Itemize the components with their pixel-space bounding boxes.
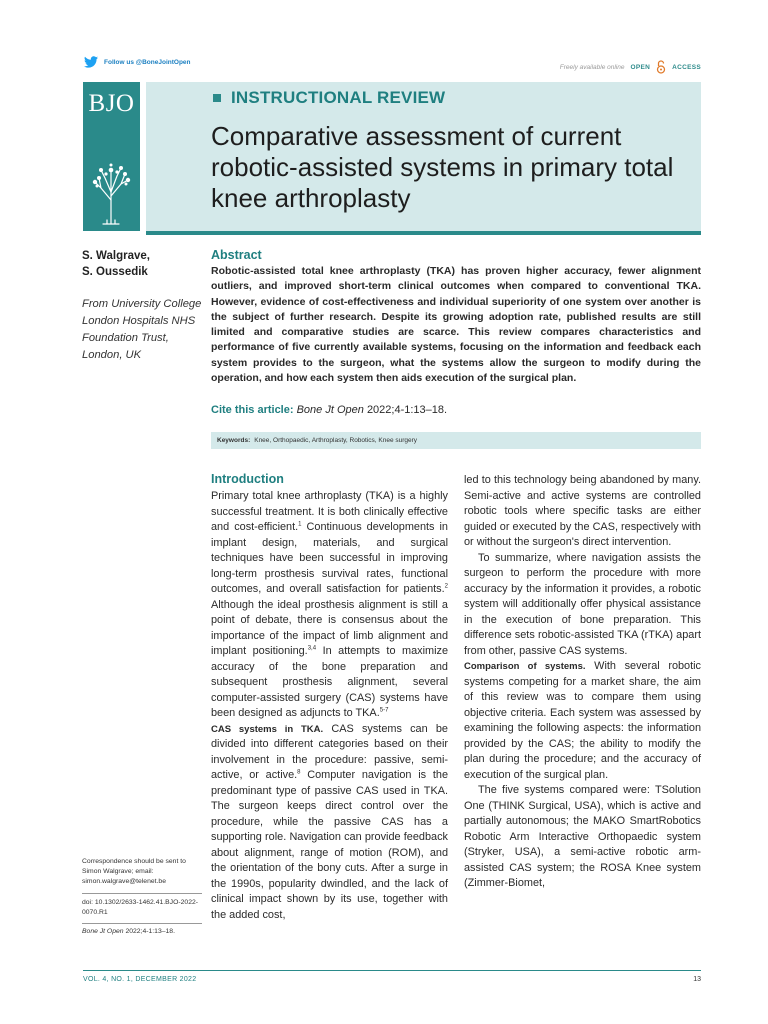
comparison-subheading: Comparison of systems. — [464, 661, 586, 672]
cite-journal: Bone Jt Open — [296, 404, 364, 416]
access-text: ACCESS — [672, 63, 701, 71]
text-run: Primary total knee arthroplasty (TKA) is a highly successful treatment. It is both clinically effective and cost-efficient. — [211, 490, 448, 533]
freely-available-text: Freely available online — [559, 63, 625, 71]
tree-logo-icon — [89, 160, 134, 226]
journal-logo-block — [83, 82, 140, 231]
twitter-follow[interactable] — [84, 56, 191, 68]
author-2: S. Oussedik — [82, 266, 148, 278]
section-square-icon — [213, 94, 221, 102]
twitter-bird-icon — [84, 56, 98, 68]
keywords-bar — [211, 432, 701, 449]
title-rule — [146, 231, 701, 235]
text-run: Although the ideal prosthesis alignment is still a point of debate, there is consensus about the importance of the impact of limb alignment and implant positioning. — [211, 598, 448, 657]
divider — [82, 893, 202, 894]
comparison-paragraph — [464, 659, 701, 783]
doi-text[interactable]: doi: 10.1302/2633-1462.41.BJO-2022-0070.R1 — [82, 899, 199, 916]
text-run: In attempts to maximize accuracy of the bone preparation and subsequent prosthesis alignment, several computer-assisted surgery (CAS) systems have been designed as adjuncts to TKA. — [211, 645, 448, 719]
footer-issue: VOL. 4, NO. 1, DECEMBER 2022 — [83, 976, 197, 983]
keywords-values: Knee, Orthopaedic, Arthroplasty, Robotics, Knee surgery — [254, 437, 418, 444]
col2-paragraph-4: The five systems compared were: TSolution One (THINK Surgical, USA), which is active and partially autonomous; the MAKO SmartRobotics Robotic Arm Interactive Orthopaedic system (Stryker, USA), a semi-active robotic arm-assisted CAS system; the ROSA Knee system (Zimmer-Biomet, — [464, 784, 701, 889]
keywords-label: Keywords: — [217, 437, 251, 444]
intro-paragraph — [211, 489, 448, 722]
author-1: S. Walgrave, — [82, 250, 150, 262]
cas-subheading: CAS systems in TKA. — [211, 723, 324, 735]
citation-ref[interactable]: 8 — [297, 769, 301, 776]
journal-logo: BJO — [88, 90, 135, 117]
section-label-text: INSTRUCTIONAL REVIEW — [231, 88, 446, 107]
footer-rule — [83, 970, 701, 971]
col2-paragraph-2: To summarize, where navigation assists the surgeon to perform the procedure with more accuracy by the information it provides, a robotic system will additionally offer physical assistance in the execution of bone preparation. This difference sets robotic-assisted TKA (rTKA) apart from other, passive CAS systems. — [464, 551, 701, 657]
body-column-2 — [464, 473, 701, 892]
citation-ref[interactable]: 1 — [298, 521, 302, 528]
journal-reference-detail: 2022;4-1:13–18. — [123, 928, 175, 935]
col2-paragraph-1: led to this technology being abandoned by many. Semi-active and active systems are controlled robotic tools where specific tasks are either guided or executed by the CAS, respectively with or without the surgeon's direct intervention. — [464, 474, 701, 548]
page-number: 13 — [693, 976, 701, 983]
text-run: Computer navigation is the predominant type of passive CAS used in TKA. The surgeon keeps direct control over the procedure, while the passive CAS has a supporting role. Navigation can provide feedback about alignment, range of motion (ROM), and the orientation of the bony cuts. After a surge in the 1990s, popularity dwindled, and the lack of clinical impact shown by its use, together with the added cost, — [211, 769, 449, 921]
citation-ref[interactable]: 2 — [444, 583, 448, 590]
intro-heading: Introduction — [211, 472, 284, 486]
open-access-lock-icon — [656, 60, 666, 74]
author-list — [82, 248, 150, 280]
abstract-text: Robotic-assisted total knee arthroplasty (TKA) has proven higher accuracy, fewer alignment outliers, and improved short-term clinical outcomes when compared to conventional TKA. However, evidence of cost-effectiveness and individual superiority of one system over another is the subject of further research. Despite its growing adoption rate, published results are still limited and comparative studies are scarce. This review compares characteristics and performance of five currently available systems, focusing on the information and feedback each system provides to the surgeon, what the systems allow the surgeon to modify during the operation, and how each system then aids execution of the surgical plan. — [211, 265, 701, 385]
citation-ref[interactable]: 5-7 — [379, 707, 389, 714]
section-label — [213, 88, 445, 108]
text-run: With several robotic systems competing for a market share, the aim of this review was to compare them using objective criteria. Each system was assessed by examining the following aspects: the information provided by the CAS; the ability to modify the plan during the procedure; and the accuracy of execution of the surgical plan. — [464, 660, 702, 781]
correspondence-text: Correspondence should be sent to Simon Walgrave; email: — [82, 858, 186, 875]
body-column-1 — [211, 489, 448, 923]
abstract-heading: Abstract — [211, 248, 262, 262]
journal-reference-name: Bone Jt Open — [82, 928, 124, 935]
correspondence-email[interactable]: simon.walgrave@telenet.be — [82, 878, 166, 885]
affiliation: From University College London Hospitals NHS Foundation Trust, London, UK — [82, 298, 202, 361]
cite-label: Cite this article: — [211, 404, 294, 416]
open-access-badge — [560, 60, 701, 74]
correspondence-note — [82, 857, 204, 887]
cite-ref: 2022;4-1:13–18. — [366, 404, 448, 416]
text-run: Continuous developments in implant design, materials, and surgical techniques have been successful in improving long-term prosthesis survival rates, functional outcomes, and overall satisfaction for patients. — [211, 521, 448, 595]
journal-reference — [82, 928, 204, 935]
cite-line — [211, 404, 447, 416]
cas-paragraph — [211, 722, 448, 924]
text-run: CAS systems can be divided into different categories based on their involvement in the procedure: passive, semi-active, or active. — [211, 722, 448, 781]
divider — [82, 923, 202, 924]
citation-ref[interactable]: 3,4 — [307, 645, 317, 652]
open-text: OPEN — [630, 63, 651, 71]
follow-text: Follow us @BoneJointOpen — [104, 58, 191, 66]
article-title: Comparative assessment of current robotic-assisted systems in primary total knee arthroplasty — [211, 121, 674, 213]
